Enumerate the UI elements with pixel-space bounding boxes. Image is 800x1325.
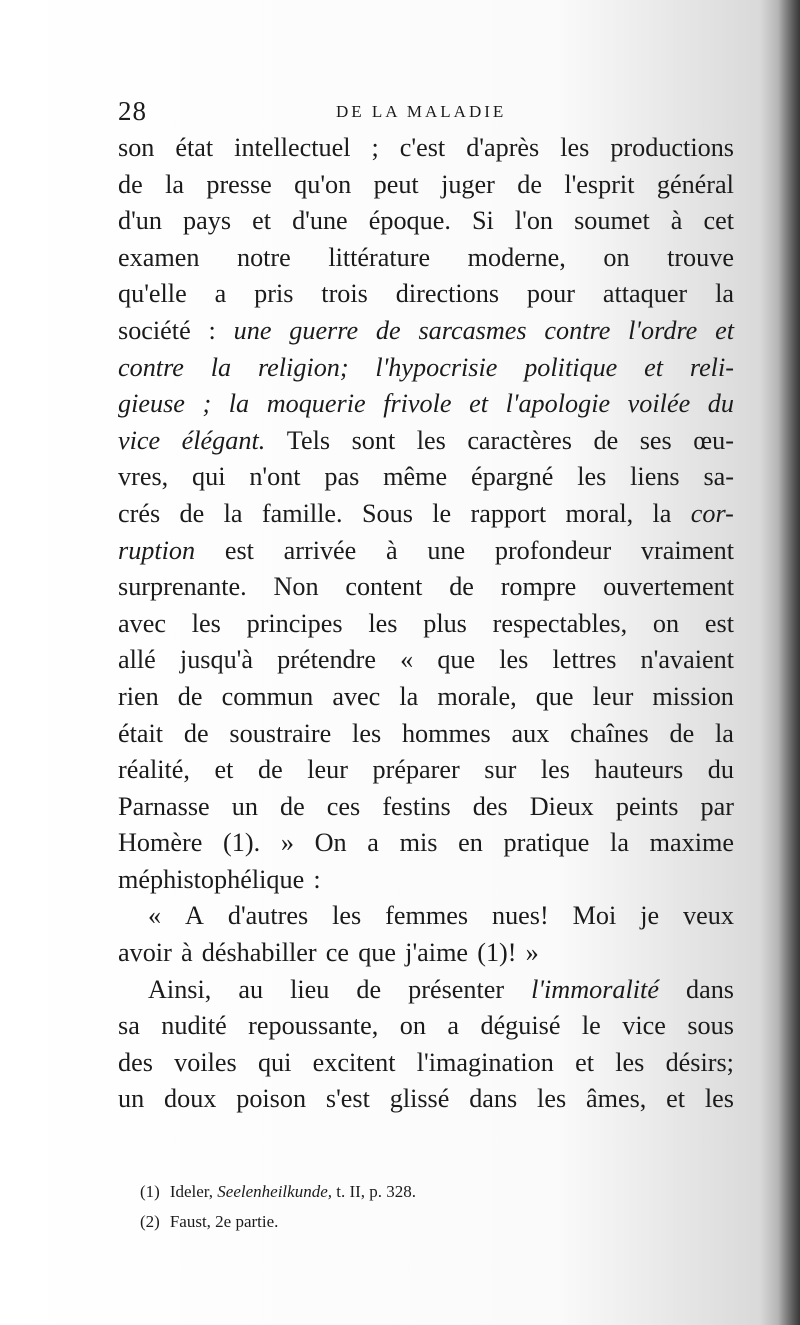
word: d'après	[466, 133, 540, 162]
word: n'ont	[249, 462, 301, 492]
word: profondeur	[494, 535, 612, 565]
word: qui	[257, 1047, 292, 1077]
word: famille.	[261, 498, 343, 528]
word: hommes	[401, 718, 491, 748]
word: Non	[273, 572, 319, 602]
word: contre	[544, 315, 611, 345]
word: pays	[183, 206, 232, 236]
word: commun	[221, 681, 314, 711]
text-line	[118, 825, 734, 862]
text-line	[118, 1081, 734, 1118]
word: pas	[324, 462, 360, 492]
word: on	[399, 1011, 426, 1041]
word: avec	[118, 608, 166, 638]
word: a	[214, 279, 227, 309]
word: sont	[351, 425, 396, 455]
word: vice	[622, 1011, 666, 1041]
word: une	[233, 315, 272, 345]
word: à	[670, 206, 683, 236]
text-line	[118, 533, 734, 570]
footnote	[140, 1177, 700, 1207]
body-text	[118, 130, 734, 1118]
word: méphistophélique	[118, 864, 305, 894]
word: Tels	[286, 425, 331, 455]
footnote-text-before: Faust, 2e partie.	[169, 1212, 279, 1231]
word: avec	[332, 681, 381, 711]
word: les	[560, 133, 590, 162]
word: on	[603, 242, 630, 272]
word: dans	[685, 974, 734, 1004]
word: cor-	[690, 498, 734, 528]
word: en	[458, 828, 483, 858]
word: de	[118, 169, 143, 199]
word: de	[375, 315, 401, 345]
word: sous	[687, 1011, 734, 1041]
word: préparer	[372, 755, 460, 785]
word: de	[517, 169, 542, 199]
word: on	[652, 608, 680, 638]
word: les	[615, 1047, 645, 1077]
word: que	[535, 681, 574, 711]
text-line	[118, 642, 734, 679]
word: élégant.	[181, 425, 266, 455]
word: son	[118, 133, 155, 162]
word: ;	[202, 389, 212, 419]
word: qu'elle	[118, 279, 187, 309]
word: que	[358, 938, 397, 968]
page-number: 28	[118, 96, 147, 126]
footnote-text-before: Ideler,	[169, 1182, 214, 1201]
word: rompre	[500, 572, 577, 602]
word: aux	[511, 718, 550, 748]
word: les	[352, 718, 382, 748]
word: chaînes	[570, 718, 649, 748]
word: voiles	[174, 1047, 237, 1077]
word: religion;	[257, 352, 349, 382]
word: mission	[652, 681, 734, 711]
word: intellectuel	[234, 133, 351, 162]
word: de	[449, 572, 474, 602]
word: cet	[703, 206, 734, 236]
word: trois	[321, 279, 368, 309]
word: de	[279, 791, 305, 821]
word: de	[179, 498, 205, 528]
word: des	[118, 1047, 153, 1077]
word: épargné	[471, 462, 554, 492]
word: pour	[526, 279, 575, 309]
word: moquerie	[266, 389, 366, 419]
word: je	[640, 901, 660, 931]
word: avoir	[118, 938, 172, 968]
word: au	[238, 974, 264, 1004]
word: juger	[441, 169, 495, 199]
word: Si	[471, 206, 494, 236]
word: les	[191, 608, 221, 638]
word: Moi	[572, 901, 617, 931]
word: soumet	[574, 206, 650, 236]
text-line	[118, 972, 734, 1009]
word: prétendre	[277, 645, 376, 675]
word: rien	[118, 681, 159, 711]
word: même	[383, 462, 448, 492]
text-line	[118, 423, 734, 460]
word: le	[432, 498, 452, 528]
word: content	[345, 572, 423, 602]
word: arrivée	[283, 535, 357, 565]
page-header	[118, 96, 730, 132]
footnote-text-after: t. II, p. 328.	[336, 1182, 417, 1201]
word: la	[715, 718, 734, 748]
word: et	[715, 315, 734, 345]
word: sur	[484, 755, 517, 785]
word: presse	[206, 169, 272, 199]
text-line	[118, 1008, 734, 1045]
word: état	[175, 133, 214, 162]
word: l'imagination	[416, 1047, 554, 1077]
word: la	[399, 681, 419, 711]
word: jusqu'à	[179, 645, 254, 675]
word: déguisé	[480, 1011, 561, 1041]
word: maxime	[649, 828, 734, 858]
text-line	[118, 203, 734, 240]
word: a	[367, 828, 379, 858]
word: examen	[118, 242, 200, 272]
word: poison	[236, 1084, 307, 1114]
word: de	[669, 718, 695, 748]
word: (1)!	[477, 938, 517, 968]
word: des	[472, 791, 508, 821]
word: crés	[118, 498, 161, 528]
footnote	[140, 1207, 700, 1237]
word: la	[210, 352, 232, 382]
word: une	[427, 535, 466, 565]
word: de	[593, 425, 619, 455]
word: un	[231, 791, 258, 821]
text-line	[118, 679, 734, 716]
word: peints	[615, 791, 679, 821]
word: du	[707, 389, 734, 419]
word: et	[469, 389, 489, 419]
word: allé	[118, 645, 156, 675]
word: et	[252, 206, 272, 236]
word: glissé	[389, 1084, 450, 1114]
word: d'une	[292, 206, 348, 236]
running-head: DE LA MALADIE	[336, 102, 507, 121]
word: les	[416, 425, 446, 455]
word: et	[214, 755, 234, 785]
word: frivole	[383, 389, 452, 419]
word: ouvertement	[603, 572, 734, 602]
word: vres,	[118, 462, 169, 492]
word: est	[704, 608, 734, 638]
word: a	[447, 1011, 460, 1041]
word: l'esprit	[564, 169, 635, 199]
word: mis	[399, 828, 438, 858]
word: par	[700, 791, 734, 821]
word: rapport	[470, 498, 547, 528]
word: Dieux	[529, 791, 594, 821]
text-line	[118, 130, 734, 167]
word: »	[280, 828, 294, 858]
word: doux	[164, 1084, 217, 1114]
word: hauteurs	[594, 755, 684, 785]
word: était	[118, 718, 164, 748]
word: ;	[371, 133, 379, 162]
word: A	[185, 901, 204, 931]
word: les	[537, 1084, 567, 1114]
word: les	[499, 645, 529, 675]
word: et	[666, 1084, 686, 1114]
text-line	[118, 935, 734, 972]
word: l'on	[514, 206, 554, 236]
word: moderne,	[467, 242, 566, 272]
word: leur	[307, 755, 348, 785]
word: de	[177, 681, 203, 711]
word: les	[540, 755, 570, 785]
word: que	[437, 645, 476, 675]
word: soustraire	[229, 718, 332, 748]
text-line	[118, 459, 734, 496]
word: directions	[395, 279, 500, 309]
word: Ainsi,	[148, 974, 212, 1004]
word: vice	[118, 425, 161, 455]
word: œu-	[693, 425, 734, 455]
word: caractères	[467, 425, 572, 455]
word: moral,	[565, 498, 634, 528]
footnote-italic: Seelenheilkunde,	[217, 1182, 332, 1201]
word: Sous	[361, 498, 413, 528]
word: On	[314, 828, 347, 858]
word: réalité,	[118, 755, 190, 785]
word: nudité	[161, 1011, 227, 1041]
word: festins	[382, 791, 451, 821]
word: (1).	[223, 828, 261, 858]
word: les	[368, 608, 398, 638]
text-line	[118, 569, 734, 606]
word: un	[118, 1084, 145, 1114]
word: la	[652, 498, 672, 528]
word: guerre	[289, 315, 359, 345]
text-line	[118, 496, 734, 533]
word: la	[165, 169, 184, 199]
word: littérature	[328, 242, 431, 272]
text-line	[118, 167, 734, 204]
word: de	[183, 718, 209, 748]
word: repoussante,	[248, 1011, 379, 1041]
word: productions	[610, 133, 734, 162]
text-line	[118, 862, 734, 899]
word: pris	[254, 279, 294, 309]
word: respectables,	[492, 608, 628, 638]
word: de	[257, 755, 283, 785]
text-line	[118, 276, 734, 313]
word: l'apologie	[505, 389, 611, 419]
word: ce	[325, 938, 350, 968]
word: la	[228, 389, 250, 419]
word: plus	[423, 608, 467, 638]
word: le	[581, 1011, 601, 1041]
text-line	[118, 752, 734, 789]
word: Homère	[118, 828, 203, 858]
word: est	[224, 535, 254, 565]
word: la	[610, 828, 629, 858]
word: l'immoralité	[531, 974, 659, 1004]
text-line	[118, 386, 734, 423]
word: ruption	[118, 535, 196, 565]
word: trouve	[667, 242, 734, 272]
word: de	[356, 974, 382, 1004]
text-line	[118, 240, 734, 277]
word: ses	[639, 425, 672, 455]
footnote-num: (2)	[140, 1212, 160, 1231]
word: voilée	[627, 389, 691, 419]
footnote-num: (1)	[140, 1182, 160, 1201]
word: «	[148, 901, 162, 931]
word: la	[715, 279, 734, 309]
word: :	[313, 864, 321, 894]
text-line	[118, 350, 734, 387]
word: attaquer	[602, 279, 688, 309]
text-line	[118, 606, 734, 643]
text-line	[118, 716, 734, 753]
text-line	[118, 898, 734, 935]
footnotes	[140, 1177, 700, 1237]
word: nues!	[491, 901, 549, 931]
word: désirs;	[665, 1047, 734, 1077]
word: surprenante.	[118, 572, 247, 602]
word: vraiment	[640, 535, 734, 565]
word: liens	[630, 462, 680, 492]
word: politique	[524, 352, 618, 382]
word: d'un	[118, 206, 162, 236]
word: notre	[236, 242, 291, 272]
word: la	[223, 498, 243, 528]
word: »	[525, 938, 539, 968]
word: l'hypocrisie	[375, 352, 498, 382]
word: n'avaient	[640, 645, 734, 675]
word: les	[332, 901, 362, 931]
word: contre	[118, 352, 184, 382]
word: présenter	[408, 974, 505, 1004]
word: sa-	[703, 462, 734, 492]
word: c'est	[399, 133, 446, 162]
word: époque.	[368, 206, 451, 236]
word: et	[644, 352, 664, 382]
page-edge-shadow	[778, 0, 800, 1325]
word: du	[707, 755, 734, 785]
word: lettres	[552, 645, 617, 675]
word: leur	[592, 681, 634, 711]
word: pratique	[503, 828, 590, 858]
word: dans	[469, 1084, 518, 1114]
word: morale,	[437, 681, 517, 711]
word: excitent	[312, 1047, 396, 1077]
text-line	[118, 789, 734, 826]
word: les	[704, 1084, 734, 1114]
word: principes	[246, 608, 343, 638]
text-line	[118, 313, 734, 350]
word: les	[577, 462, 607, 492]
word: reli-	[689, 352, 734, 382]
word: à	[180, 938, 193, 968]
word: j'aime	[405, 938, 469, 968]
word: qu'on	[294, 169, 352, 199]
word: Parnasse	[118, 791, 210, 821]
word: femmes	[385, 901, 469, 931]
word: :	[208, 315, 216, 345]
word: à	[386, 535, 398, 565]
word: d'autres	[227, 901, 309, 931]
word: âmes,	[585, 1084, 647, 1114]
word: peut	[373, 169, 419, 199]
word: sa	[118, 1011, 140, 1041]
word: sarcasmes	[418, 315, 527, 345]
text-line	[118, 1045, 734, 1082]
word: et	[575, 1047, 595, 1077]
word: lieu	[290, 974, 330, 1004]
word: s'est	[325, 1084, 370, 1114]
word: ces	[326, 791, 361, 821]
word: gieuse	[118, 389, 185, 419]
word: «	[400, 645, 414, 675]
word: déshabiller	[201, 938, 317, 968]
word: veux	[683, 901, 734, 931]
word: général	[656, 169, 734, 199]
word: qui	[192, 462, 226, 492]
word: l'ordre	[628, 315, 698, 345]
word: société	[118, 315, 191, 345]
